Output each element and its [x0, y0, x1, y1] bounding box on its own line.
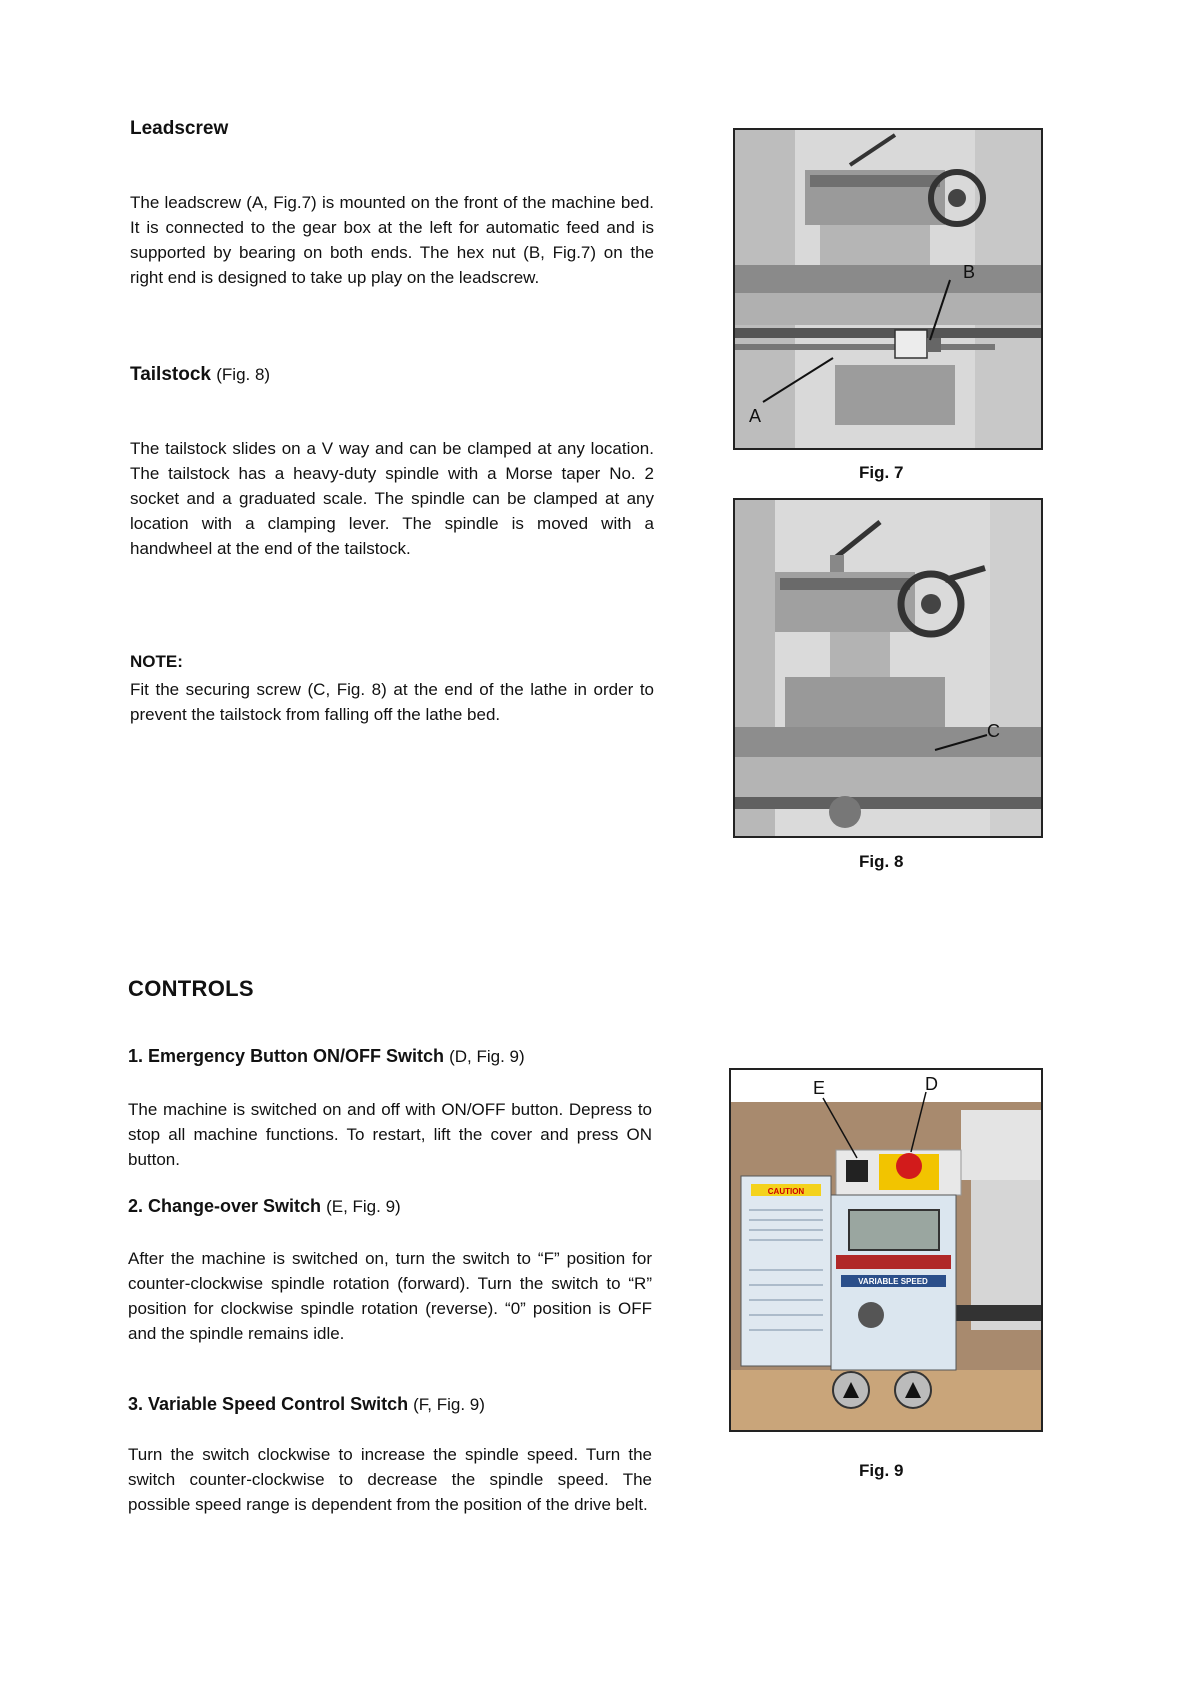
tailstock-heading [130, 364, 270, 386]
controls-heading: CONTROLS [128, 976, 254, 1001]
fig9-control-panel-photo [731, 1070, 1041, 1430]
change-over-switch-icon [846, 1160, 868, 1182]
fig8-tailstock-drawing [735, 500, 1041, 836]
figure-9-image [729, 1068, 1043, 1432]
control-item-3-text: Turn the switch clockwise to increase the spindle speed. Turn the switch counter-clockwise to decrease the spindle speed. The possible speed range is dependent from the position of the drive belt. [128, 1445, 652, 1514]
control-item-2-title [128, 1196, 401, 1217]
leadscrew-text: The leadscrew (A, Fig.7) is mounted on the front of the machine bed. It is connected to the gear box at the left for automatic feed and is supported by bearing on both ends. The hex nut (B, Fig.7) on the right end is designed to take up play on the leadscrew. [130, 193, 654, 287]
figure-7-caption: Fig. 7 [859, 463, 904, 482]
control-item-3-title [128, 1394, 485, 1415]
control-item-1-ref: (D, Fig. 9) [449, 1047, 525, 1066]
figure-7-image [733, 128, 1043, 450]
fig7-label-b: B [963, 262, 976, 282]
tailstock-heading-ref: (Fig. 8) [216, 365, 271, 384]
digital-display [849, 1210, 939, 1250]
fig8-label-c: C [987, 721, 1000, 741]
control-item-2-name: 2. Change-over Switch [128, 1196, 322, 1216]
tailstock-text: The tailstock slides on a V way and can be clamped at any location. The tailstock has a heavy-duty spindle with a Morse taper No. 2 socket and a graduated scale. The spindle can be clamped at any location with a clamping lever. The spindle is moved with a handwheel at the end of the tailstock. [130, 439, 654, 558]
control-item-2-text: After the machine is switched on, turn the switch to “F” position for counter-clockwise spindle rotation (forward). Turn the switch to “R” position for clockwise spindle rotation (reverse). “0” position is OFF and the spindle remains idle. [128, 1249, 652, 1343]
speed-knob-icon [858, 1302, 884, 1328]
control-item-2-ref: (E, Fig. 9) [326, 1197, 401, 1216]
control-item-3-name: 3. Variable Speed Control Switch [128, 1394, 409, 1414]
control-item-1-text: The machine is switched on and off with ON/OFF button. Depress to stop all machine functions. To restart, lift the cover and press ON button. [128, 1100, 652, 1169]
control-item-1-name: 1. Emergency Button ON/OFF Switch [128, 1046, 445, 1066]
caution-label: CAUTION [767, 1187, 805, 1196]
note-text: Fit the securing screw (C, Fig. 8) at the end of the lathe in order to prevent the tailstock from falling off the lathe bed. [130, 680, 654, 724]
fig7-label-a: A [749, 406, 762, 426]
figure-9-caption: Fig. 9 [859, 1461, 904, 1480]
emergency-stop-icon [896, 1153, 922, 1179]
fig7-lathe-drawing [735, 130, 1041, 448]
control-item-3-ref: (F, Fig. 9) [413, 1395, 485, 1414]
control-item-1-title [128, 1046, 525, 1067]
variable-speed-label: VARIABLE SPEED [858, 1277, 928, 1286]
leadscrew-heading: Leadscrew [130, 118, 229, 139]
fig9-label-d: D [925, 1074, 938, 1094]
tailstock-heading-title: Tailstock [130, 364, 211, 385]
figure-8-image [733, 498, 1043, 838]
figure-8-caption: Fig. 8 [859, 852, 904, 871]
note-heading: NOTE: [130, 652, 183, 671]
fig9-label-e: E [813, 1078, 826, 1098]
